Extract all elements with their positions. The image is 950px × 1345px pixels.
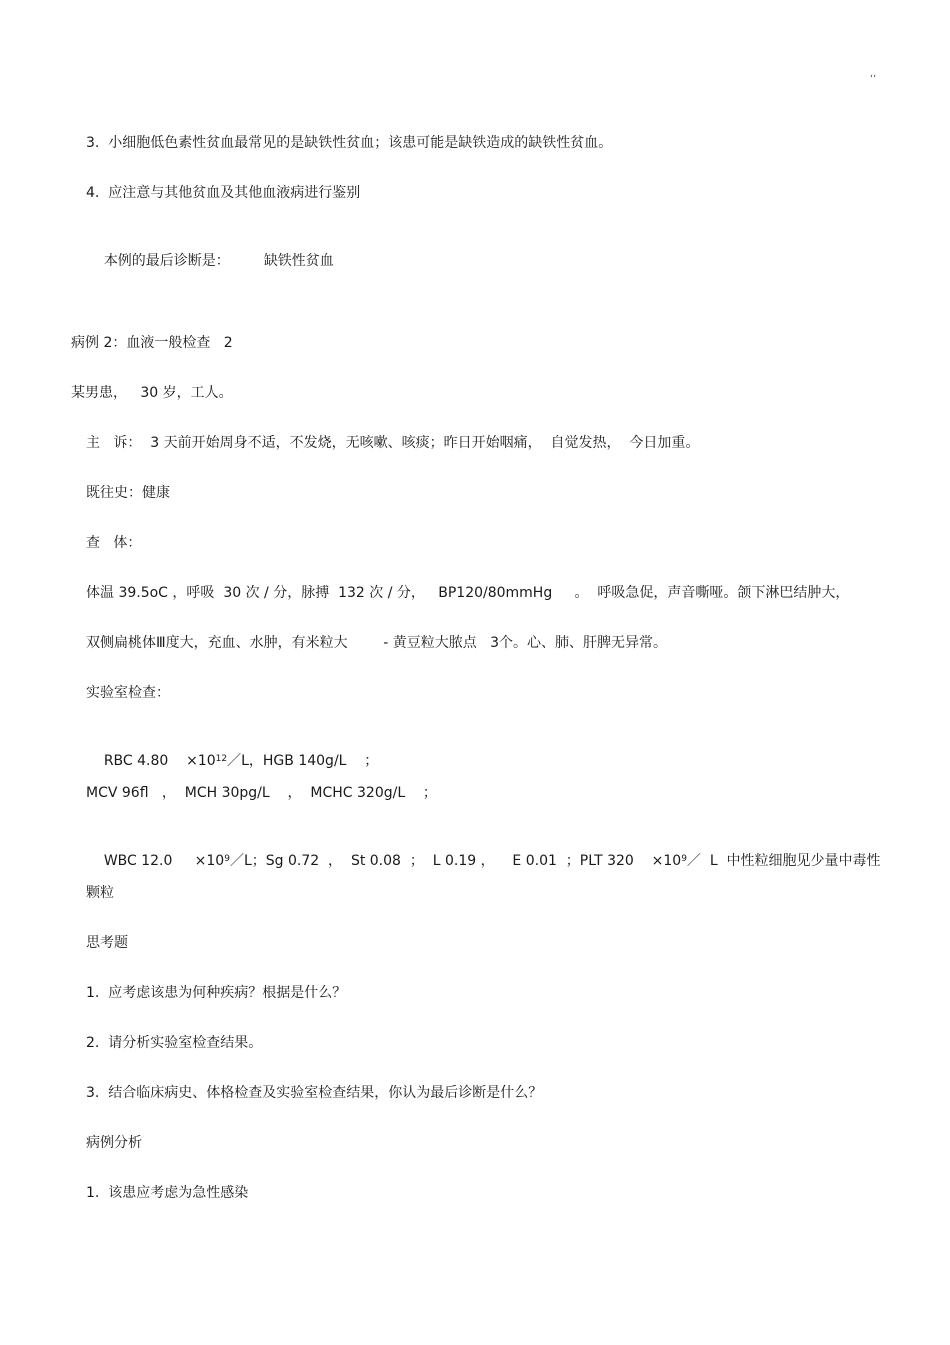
lab-rbc-exponent: 12 bbox=[215, 754, 228, 764]
lab-wbc-exponent: 9 bbox=[224, 854, 230, 864]
lab-mcv-line: MCV 96fl ， MCH 30pg/L ， MCHC 320g/L ； bbox=[86, 785, 437, 801]
final-diagnosis-value: 缺铁性贫血 bbox=[263, 253, 334, 269]
physical-exam-line-2: 双侧扁桃体Ⅲ度大，充血、水肿，有米粒大 - 黄豆粒大脓点 3个。心、肺、肝脾无异常。 bbox=[86, 635, 668, 651]
final-diagnosis-line bbox=[86, 234, 334, 288]
lab-wbc-line bbox=[86, 834, 881, 888]
question-1: 1. 应考虑该患为何种疾病？根据是什么？ bbox=[86, 985, 347, 1001]
past-history: 既往史：健康 bbox=[86, 485, 170, 501]
page-corner-mark: ʻʻ bbox=[870, 74, 877, 85]
analysis-item-3: 3. 小细胞低色素性贫血最常见的是缺铁性贫血；该患可能是缺铁造成的缺铁性贫血。 bbox=[86, 135, 613, 151]
analysis-heading: 病例分析 bbox=[86, 1135, 142, 1151]
lab-rbc-line bbox=[86, 734, 378, 788]
chief-complaint: 主 诉： 3 天前开始周身不适，不发烧，无咳嗽、咳痰；昨日开始咽痛， 自觉发热， 今日加重。 bbox=[86, 435, 700, 451]
lab-wbc-text: WBC 12.0 ×10 bbox=[103, 853, 225, 869]
lab-plt-exponent: 9 bbox=[681, 854, 687, 864]
analysis-item-4: 4. 应注意与其他贫血及其他血液病进行鉴别 bbox=[86, 185, 361, 201]
physical-exam-line-1: 体温 39.5oC ，呼吸 30 次 / 分，脉搏 132 次 / 分， BP120/80mmHg 。 呼吸急促，声音嘶哑。颌下淋巴结肿大， bbox=[86, 585, 850, 601]
question-3: 3. 结合临床病史、体格检查及实验室检查结果，你认为最后诊断是什么？ bbox=[86, 1085, 543, 1101]
final-diagnosis-label: 本例的最后诊断是： bbox=[103, 253, 230, 269]
lab-exam-label: 实验室检查： bbox=[86, 685, 170, 701]
lab-rbc-text-2: ／L，HGB 140g/L ； bbox=[227, 753, 379, 769]
questions-heading: 思考题 bbox=[86, 935, 128, 951]
lab-rbc-text: RBC 4.80 ×10 bbox=[103, 753, 216, 769]
lab-wbc-text-3: ／ L 中性粒细胞见少量中毒性 bbox=[686, 853, 881, 869]
question-2: 2. 请分析实验室检查结果。 bbox=[86, 1035, 263, 1051]
case-heading: 病例 2：血液一般检查 2 bbox=[71, 335, 233, 351]
analysis-item-1: 1. 该患应考虑为急性感染 bbox=[86, 1185, 249, 1201]
lab-wbc-text-2: ／L；Sg 0.72 ， St 0.08 ； L 0.19 ， E 0.01 ；PLT 320 ×10 bbox=[229, 853, 682, 869]
physical-exam-label: 查 体： bbox=[86, 535, 142, 551]
patient-info: 某男患， 30 岁，工人。 bbox=[71, 385, 233, 401]
lab-wbc-continuation: 颗粒 bbox=[86, 885, 114, 901]
